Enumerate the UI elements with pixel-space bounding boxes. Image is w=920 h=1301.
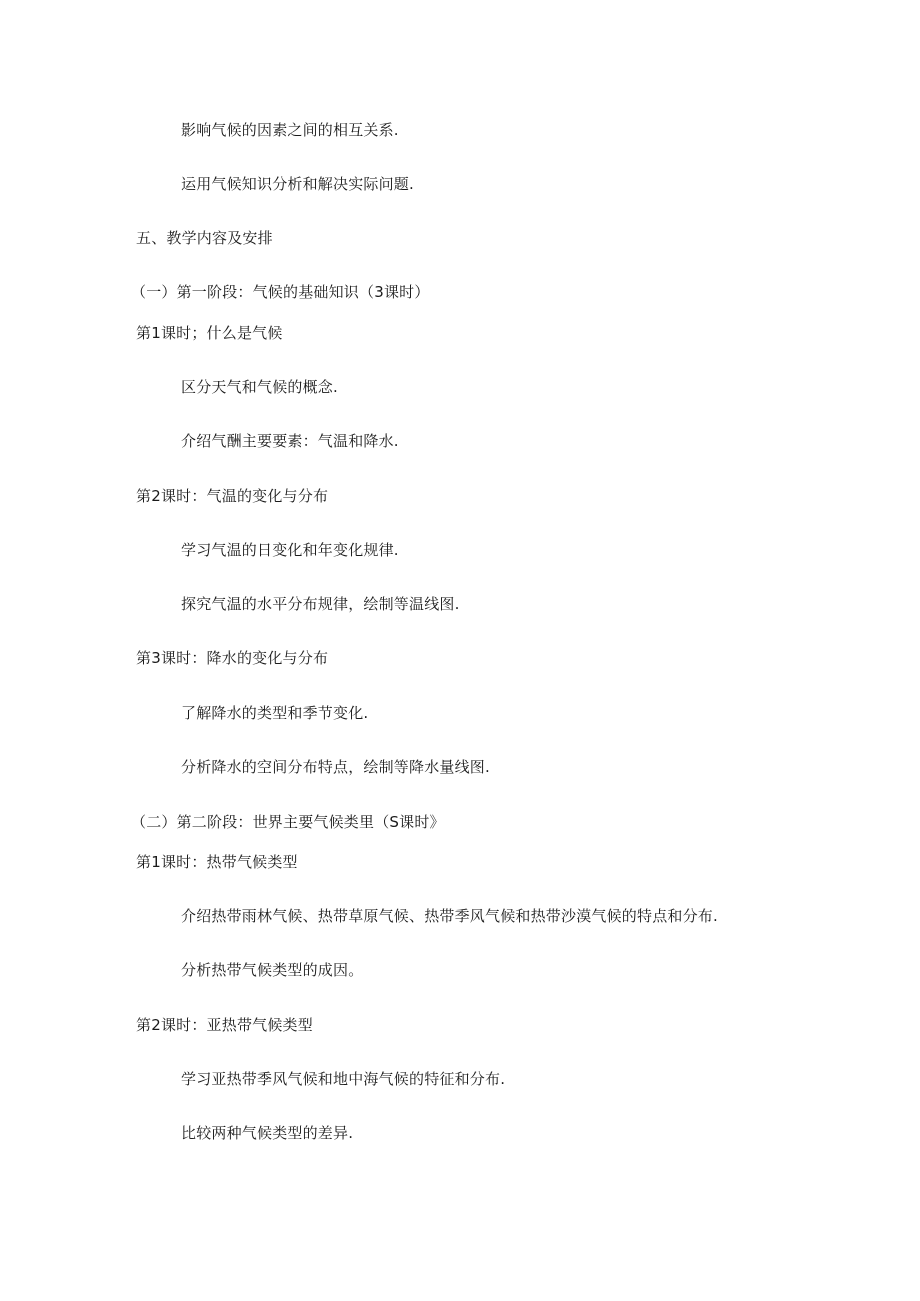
bullet-line: 区分天气和气候的概念. <box>181 378 338 396</box>
section-heading: 五、教学内容及安排 <box>136 229 273 247</box>
bullet-line: 影响气候的因素之间的相互关系. <box>181 121 399 139</box>
bullet-line: 介绍热带雨林气候、热带草原气候、热带季风气候和热带沙漠气候的特点和分布. <box>181 907 718 925</box>
bullet-line: 学习气温的日变化和年变化规律. <box>181 541 399 559</box>
bullet-line: 学习亚热带季风气候和地中海气候的特征和分布. <box>181 1070 506 1088</box>
lesson-heading: 第2课时：亚热带气候类型 <box>136 1016 313 1034</box>
lesson-heading: 第3课时：降水的变化与分布 <box>136 649 329 667</box>
bullet-line: 比较两种气候类型的差异. <box>181 1124 354 1142</box>
bullet-line: 探究气温的水平分布规律，绘制等温线图. <box>181 595 460 613</box>
bullet-line: 分析热带气候类型的成因。 <box>181 961 364 979</box>
stage-heading: （一）第一阶段：气候的基础知识（3课时） <box>131 283 430 301</box>
lesson-heading: 第1课时；什么是气候 <box>136 324 283 342</box>
lesson-heading: 第1课时：热带气候类型 <box>136 853 298 871</box>
bullet-line: 运用气候知识分析和解决实际问题. <box>181 175 414 193</box>
bullet-line: 了解降水的类型和季节变化. <box>181 704 369 722</box>
lesson-heading: 第2课时：气温的变化与分布 <box>136 487 329 505</box>
stage-heading: （二）第二阶段：世界主要气候类里（S课时》 <box>131 813 445 831</box>
bullet-line: 介绍气酬主要要素：气温和降水. <box>181 432 399 450</box>
bullet-line: 分析降水的空间分布特点，绘制等降水量线图. <box>181 758 490 776</box>
